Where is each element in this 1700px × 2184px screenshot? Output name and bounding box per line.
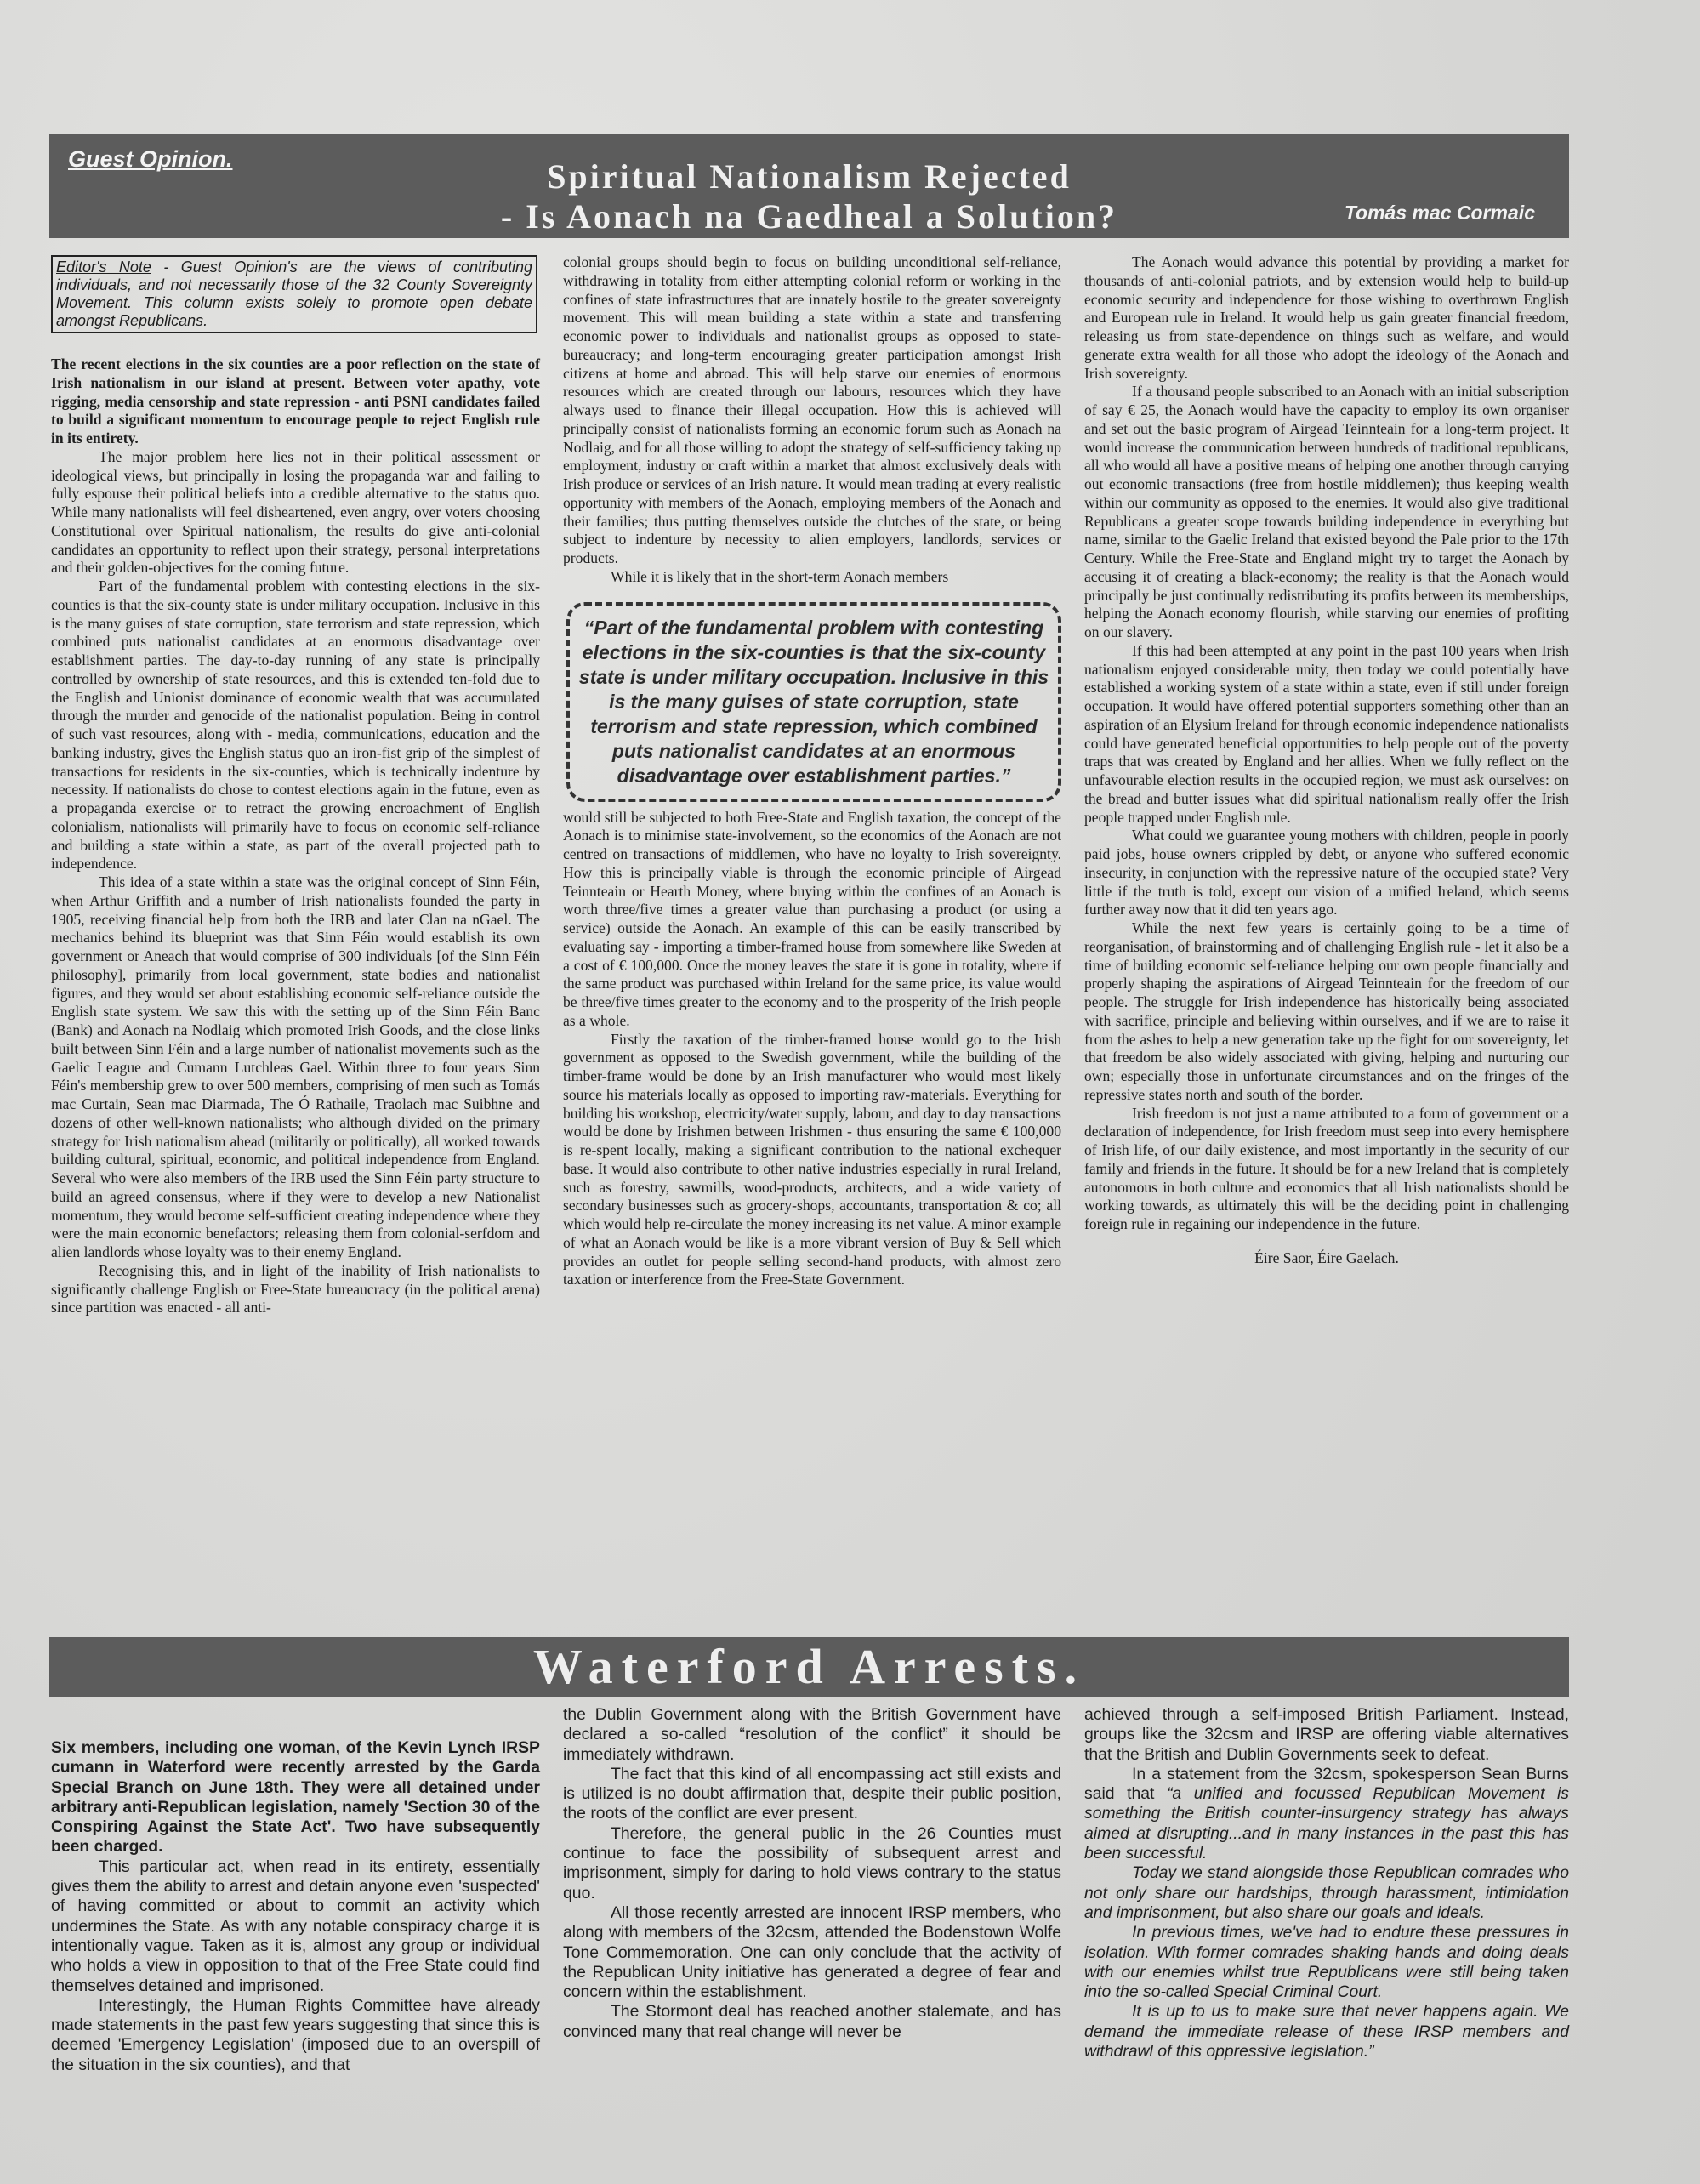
- paragraph: achieved through a self-imposed British Parliament. Instead, groups like the 32csm and IRSP are offering viable alternatives that the British and Dublin Governments seek to defeat.: [1084, 1705, 1569, 1764]
- waterford-lead: Six members, including one woman, of the Kevin Lynch IRSP cumann in Waterford were recently arrested by the Garda Special Branch on June 18th. They were all detained under arbitrary anti-Republican legislation, namely 'Section 30 of the Conspiring Against the State Act'. Two have subsequently been charged.: [51, 1738, 540, 1857]
- editor-note-label: Editor's Note: [56, 259, 151, 276]
- paragraph: [1084, 1765, 1569, 1863]
- paragraph: What could we guarantee young mothers with children, people in poorly paid jobs, house owners crippled by debt, or anyone who suffered economic insecurity, in conjunction with the repressive nature of the occupied state? Very little if the truth is told, except our vision of a unified Ireland, which seems further away now that it did ten years ago.: [1084, 827, 1569, 919]
- sign-off: Éire Saor, Éire Gaelach.: [1254, 1248, 1399, 1266]
- paragraph: This idea of a state within a state was the original concept of Sinn Féin, when Arthur Griffith and a number of Irish nationalists founded the party in 1905, receiving financial help from both the IRB and later Clan na nGael. The mechanics behind its blueprint was that Sinn Féin would establish its own government or Aneach that would comprise of 300 individuals [of the Sinn Féin philosophy], primarily from local government, state bodies and nationalist figures, and they would set about establishing economic self-reliance outside the English state system. We saw this with the setting up of the Sinn Féin Banc (Bank) and Aonach na Nodlaig which promoted Irish Goods, and the close links built between Sinn Féin and a large number of nationalist movements such as the Gaelic League and Cumann Lutchleas Gael. Within three to four years Sinn Féin's membership grew to over 500 members, comprising of men such as Tomás mac Curtain, Sean mac Diarmada, The Ó Rathaile, Traolach mac Suibhne and dozens of other well-known nationalists; who although divided on the primary strategy for Irish nationalism ahead (militarily or politically), all worked towards building cultural, spiritual, economic, and political independence from England. Several who were also members of the IRB used the Sinn Féin party structure to build an agreed consensus, where if they were to develop a new Nationalist momentum, they would become self-sufficient creating independence where they were the main economic benefactors; releasing them from colonial-serfdom and alien landlords whose loyalty was to their enemy England.: [51, 873, 540, 1260]
- article-column-3: [1084, 253, 1569, 1268]
- statement-quote: Today we stand alongside those Republican comrades who not only share our hardships, through harassment, intimidation and imprisonment, but also share our goals and ideals.: [1084, 1863, 1569, 1922]
- statement-intro: In a statement from the 32csm, spokesperson Sean Burns said that: [1084, 1764, 1569, 1804]
- paragraph: If this had been attempted at any point in the past 100 years when Irish nationalism enjoyed considerable unity, then today we could potentially have established a working system of a state within a state, even if still under foreign occupation. It would have offered potential supporters something other than an aspiration of an Elysium Ireland for through economic independence nationalists could have generated beneficial opportunities to help people out of the poverty traps that was created by England and her allies. When we fully reflect on the unfavourable election results in the occupied region, we must ask ourselves: on the bread and butter issues what did spiritual nationalism really offer the Irish people trapped under English rule.: [1084, 641, 1569, 826]
- paragraph: Part of the fundamental problem with contesting elections in the six-counties is that the six-county state is under military occupation. Inclusive in this is the many guises of state corruption, state terrorism and state repression, which combined puts nationalist candidates at an enormous disadvantage over establishment parties. The day-to-day running of any state is principally controlled by ownership of state resources, and this is extended ten-fold due to the English and Unionist dominance of economic wealth that was accumulated through the murder and genocide of the nationalist population. Being in control of such vast resources, along with - media, communications, education and the banking industry, gives the English status quo an iron-fist grip of the simplest of transactions for residents in the six-counties, which is technically indenture by necessity. If nationalists do chose to contest elections again in the future, even as a propaganda exercise or to retract the growing encroachment of English colonialism, nationalists will primarily have to focus on economic self-reliance and building a state within a state, as part of the overall projected path to independence.: [51, 577, 540, 873]
- article-column-2: [563, 253, 1061, 1289]
- paragraph: would still be subjected to both Free-State and English taxation, the concept of the Aonach is to minimise state-involvement, so the economics of the Aonach are not centred on transactions of middlemen, who have no loyalty to Irish sovereignty. How this is principally viable is through the economic principle of Airgead Teinnteain or Hearth Money, where buying within the confines of an Aonach is worth three/five times a greater value than purchasing a product (or using a service) outside the Aonach. An example of this can be easily transcribed by evaluating say - importing a timber-framed house from somewhere like Sweden at a cost of € 100,000. Once the money leaves the state it is gone in totality, where if the same product was purchased within Ireland for the same price, its value would be three/five times greater to the economy and to the prosperity of the Irish people as a whole.: [563, 808, 1061, 1029]
- paragraph: Recognising this, and in light of the inability of Irish nationalists to significantly challenge English or Free-State bureaucracy (in the political arena) since partition was enacted - all anti-: [51, 1261, 540, 1317]
- waterford-banner: [49, 1637, 1569, 1697]
- title-line-1: Spiritual Nationalism Rejected: [547, 157, 1072, 196]
- article-title: [49, 156, 1569, 236]
- paragraph: This particular act, when read in its entirety, essentially gives them the ability to arrest and detain anyone even 'suspected' of having committed or about to commit an activity which undermines the State. As with any notable conspiracy charge it is intentionally vague. Taken as it is, almost any group or individual who holds a view in opposition to that of the Free State could find themselves detained and imprisoned.: [51, 1857, 540, 1995]
- statement-quote: In previous times, we've had to endure these pressures in isolation. With former comrades shaking hands and doing deals with our enemies whilst true Republicans were still being taken into the so-called Special Criminal Court.: [1084, 1923, 1569, 2002]
- paragraph: [1084, 2002, 1569, 2062]
- waterford-title: Waterford Arrests.: [532, 1639, 1086, 1694]
- paragraph: Therefore, the general public in the 26 Counties must continue to face the possibility of subsequent arrest and imprisonment, simply for daring to hold views contrary to the status quo.: [563, 1823, 1061, 1902]
- paragraph: [1084, 1923, 1569, 2002]
- article-column-1: [51, 255, 540, 1317]
- paragraph: Irish freedom is not just a name attributed to a form of government or a declaration of independence, for Irish freedom must seep into every hemisphere of Irish life, of our daily existence, and most importantly in the security of our family and friends in the future. It should be for a new Ireland that is completely autonomous in both culture and economics that all Irish nationalists should be working towards, as ultimately this will be the deciding point in challenging foreign rule in regaining our independence in the future.: [1084, 1104, 1569, 1232]
- waterford-column-2: [563, 1705, 1061, 2042]
- paragraph: Interestingly, the Human Rights Committee have already made statements in the past few years suggesting that since this is deemed 'Emergency Legislation' (imposed due to an overspill of the situation in the six counties), and that: [51, 1995, 540, 2074]
- waterford-column-3: [1084, 1705, 1569, 2062]
- paragraph: The Aonach would advance this potential by providing a market for thousands of anti-colonial patriots, and by extension would help to build-up economic security and independence for those wishing to overthrown English and European rule in Ireland. It would help us gain greater financial freedom, releasing us from state-dependence on things such as welfare, and would generate extra wealth for all those who adopt the ideology of the Aonach and Irish sovereignty.: [1084, 253, 1569, 382]
- editor-note-box: [51, 255, 537, 333]
- article-header-banner: [49, 134, 1569, 238]
- paragraph: All those recently arrested are innocent IRSP members, who along with members of the 32csm, attended the Bodenstown Wolfe Tone Commemoration. One can only conclude that the activity of the Republican Unity initiative has generated a degree of fear and concern within the establishment.: [563, 1902, 1061, 2002]
- paragraph: While it is likely that in the short-term Aonach members: [611, 567, 949, 585]
- paragraph: While the next few years is certainly going to be a time of reorganisation, of brainstorming and of challenging English rule - let it also be a time of building economic self-reliance helping our own people financially and properly shaping the aspirations of Airgead Teinnteain for the freedom of our people. The struggle for Irish independence has historically being associated with sacrifice, principle and believing within ourselves, and if we are to raise it from the ashes to help a new generation take up the fight for our sovereignty, let that freedom be also widely associated with giving, helping and nurturing our own; especially those in unfortunate circumstances and on the fringes of the repressive states north and south of the border.: [1084, 919, 1569, 1103]
- article-lead: The recent elections in the six counties are a poor reflection on the state of Irish nationalism in our island at present. Between voter apathy, vote rigging, media censorship and state repression - anti PSNI candidates failed to build a significant momentum to encourage people to reject English rule in its entirety.: [51, 355, 540, 446]
- paragraph: colonial groups should begin to focus on building unconditional self-reliance, withdrawing in totality from either attempting colonial reform or working in the confines of state infrastructures that are innately hostile to the greater sovereignty movement. This will mean building a state within a state and transferring economic power to individuals and nationalist groups as opposed to state-bureaucracy; and long-term encouraging greater participation amongst Irish citizens at home and abroad. This will help starve our enemies of enormous resources which are created through our labours, resources which they have always used to finance their illegal occupation. How this is achieved will principally consist of nationalists forming an economic forum such as Aonach na Nodlaig, and for all those willing to adopt the strategy of self-sufficiency taking up employment, industry or craft within a market that almost exclusively deals with Irish produce or services of an Irish nature. It would mean trading at every realistic opportunity with members of the Aonach, employing members of the Aonach and their families; thus putting themselves outside the clutches of the state, or being subject to indenture by necessity to alien employers, landlords, services or products.: [563, 253, 1061, 566]
- paragraph: If a thousand people subscribed to an Aonach with an initial subscription of say € 25, the Aonach would have the capacity to employ its own organiser and set out the basic program of Airgead Teinnteain for a long-term project. It would increase the communication between hundreds of traditional republicans, all who would all have a positive means of helping one another through carrying out economic transactions (free from hostile middlemen); thus keeping wealth within our community as opposed to the enemies. It would also give traditional Republicans a greater scope towards building independence in everything but name, similar to the Gaelic Ireland that existed beyond the Pale prior to the 17th Century. While the Free-State and England might try to target the Aonach by accusing it of creating a black-economy; the reality is that the Aonach would principally be just continually redistributing its profits between its memberships, helping the Aonach economy flourish, while starving our enemies of profiting on our slavery.: [1084, 383, 1569, 640]
- paragraph: the Dublin Government along with the British Government have declared a so-called “resolution of the conflict” it should be immediately withdrawn.: [563, 1705, 1061, 1764]
- paragraph: The Stormont deal has reached another stalemate, and has convinced many that real change will never be: [563, 2002, 1061, 2041]
- pull-quote: “Part of the fundamental problem with contesting elections in the six-counties is that the six-county state is under military occupation. Inclusive in this is the many guises of state corruption, state terrorism and state repression, which combined puts nationalist candidates at an enormous disadvantage over establishment parties.”: [566, 602, 1061, 802]
- statement-quote: It is up to us to make sure that never happens again. We demand the immediate release of these IRSP members and withdrawl of this oppressive legislation.”: [1084, 2002, 1569, 2062]
- section-label: Guest Opinion.: [68, 146, 233, 172]
- paragraph: [1084, 1863, 1569, 1923]
- paragraph: The major problem here lies not in their political assessment or ideological views, but principally in losing the propaganda war and failing to fully espouse their political beliefs into a credible alternative to the status quo. While many nationalists will feel disheartened, even angry, over voters choosing Constitutional over Spiritual nationalism, the results do give anti-colonial candidates an opportunity to reflect upon their strategy, personal interpretations and their golden-objectives for the coming future.: [51, 447, 540, 577]
- paragraph: The fact that this kind of all encompassing act still exists and is utilized is no doubt affirmation that, despite their public position, the roots of the conflict are ever present.: [563, 1764, 1061, 1823]
- statement-quote: “a unified and focussed Republican Movement is something the British counter-insurgency strategy has always aimed at disrupting...and in many instances in the past this has been successful.: [1084, 1784, 1569, 1863]
- waterford-column-1: [51, 1738, 540, 2075]
- paragraph: Firstly the taxation of the timber-framed house would go to the Irish government as opposed to the Swedish government, while the building of the timber-frame would be done by an Irish manufacturer who would most likely source his materials locally as opposed to importing raw-materials. Everything for building his workshop, electricity/water supply, labour, and day to day transactions would be done by Irishmen between Irishmen - thus ensuring the same € 100,000 is re-spent locally, making a significant contribution to the national exchequer base. It would also contribute to other native industries especially in rural Ireland, such as forestry, sawmills, wood-products, architects, and a wide variety of secondary businesses such as grocery-shops, accountants, transportation & co; all which would help re-circulate the money increasing its net value. A minor example of what an Aonach would be like is a more vibrant version of Buy & Sell which provides an outlet for people selling second-hand products, with almost zero taxation or interference from the Free-State Government.: [563, 1030, 1061, 1288]
- title-line-2: - Is Aonach na Gaedheal a Solution?: [500, 197, 1118, 236]
- editor-note-text: - Guest Opinion's are the views of contributing individuals, and not necessarily those of the 32 County Sovereignty Movement. This column exists solely to promote open debate amongst Republicans.: [56, 259, 533, 329]
- author-byline: Tomás mac Cormaic: [1344, 202, 1535, 224]
